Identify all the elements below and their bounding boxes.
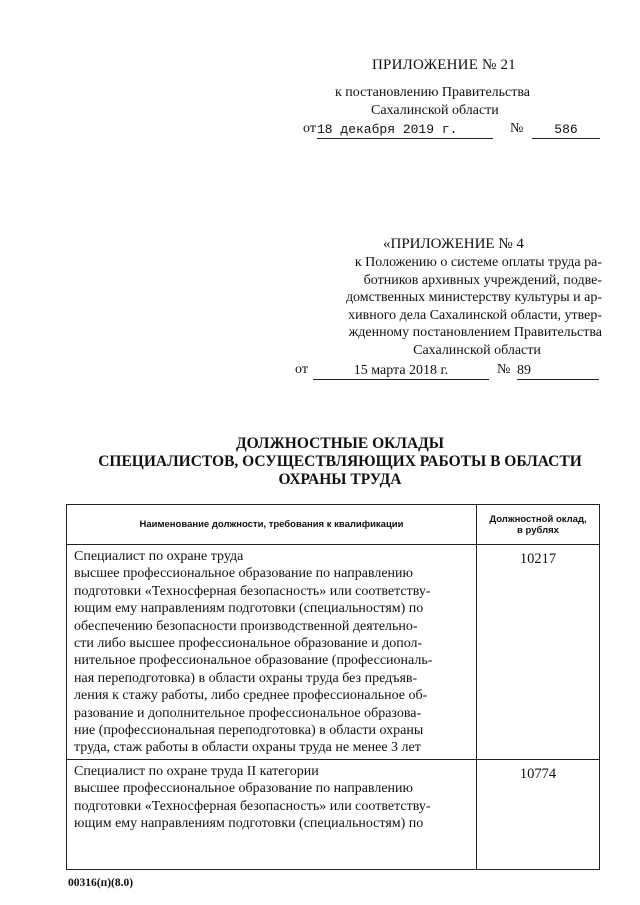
requirement-line: высшее профессиональное образование по направлению xyxy=(74,781,413,797)
requirement-line: ние (профессиональная переподготовка) в области охраны xyxy=(74,723,424,739)
title-line: СПЕЦИАЛИСТОВ, ОСУЩЕСТВЛЯЮЩИХ РАБОТЫ В ОБЛАСТИ xyxy=(98,453,582,470)
requirement-line: разование и дополнительное профессиональное образова- xyxy=(74,705,422,721)
salary-cell: 10774 xyxy=(477,759,600,869)
document-title xyxy=(60,435,620,489)
requirement-line: подготовки «Техносферная безопасность» или соответству- xyxy=(74,583,431,599)
requirement-line: труда, стаж работы в области охраны труда не менее 3 лет xyxy=(74,740,421,756)
requirement-line: ная переподготовка) в области охраны труда без предъяв- xyxy=(74,670,418,686)
basis-line: хивного дела Сахалинской области, утвер- xyxy=(348,307,602,323)
position-cell xyxy=(67,545,477,760)
appendix-21-no-label: № xyxy=(510,121,524,136)
position-name: Специалист по охране труда II категории xyxy=(74,763,319,779)
basis-line: жденному постановлением Правительства xyxy=(348,325,602,340)
requirement-line: высшее профессиональное образование по направлению xyxy=(74,566,413,582)
appendix-4-no-label: № xyxy=(497,362,511,377)
appendix-4-date: 15 марта 2018 г. xyxy=(313,362,489,380)
appendix-21-number: 586 xyxy=(532,121,600,139)
requirement-line: ления к стажу работы, либо среднее профессиональное об- xyxy=(74,688,428,704)
position-cell xyxy=(67,759,477,869)
header-salary-line: в рублях xyxy=(517,524,559,536)
table-row xyxy=(67,759,600,869)
appendix-4-basis xyxy=(312,254,602,359)
requirement-line: сти либо высшее профессиональное образование и допол- xyxy=(74,636,423,652)
requirement-line: обеспечению безопасности производственной деятельно- xyxy=(74,618,418,634)
basis-line: ботников архивных учреждений, подве- xyxy=(363,272,602,288)
requirement-line: ющим ему направлениям подготовки (специальностям) по xyxy=(74,816,424,832)
position-name: Специалист по охране труда xyxy=(74,549,244,564)
appendix-4-title: «ПРИЛОЖЕНИЕ № 4 xyxy=(383,236,524,252)
footer-code: 00316(п)(8.0) xyxy=(68,877,134,889)
appendix-21-region: Сахалинской области xyxy=(371,103,499,118)
basis-line: к Положению о системе оплаты труда ра- xyxy=(354,255,602,270)
appendix-21-date: 18 декабря 2019 г. xyxy=(317,121,493,139)
salary-cell: 10217 xyxy=(477,545,600,760)
appendix-21-title: ПРИЛОЖЕНИЕ № 21 xyxy=(372,57,516,73)
requirement-line: подготовки «Техносферная безопасность» или соответству- xyxy=(74,798,431,814)
title-line: ОХРАНЫ ТРУДА xyxy=(278,471,402,488)
appendix-21-from-label: от xyxy=(303,121,316,136)
basis-line: домственных министерству культуры и ар- xyxy=(345,290,602,305)
basis-line: Сахалинской области xyxy=(413,342,541,358)
table-row xyxy=(67,545,600,760)
title-line: ДОЛЖНОСТНЫЕ ОКЛАДЫ xyxy=(235,435,445,452)
appendix-4-from-label: от xyxy=(295,362,308,377)
header-salary xyxy=(477,505,600,545)
table-header-row xyxy=(67,505,600,545)
requirement-line: ющим ему направлениям подготовки (специальностям) по xyxy=(74,601,424,617)
header-salary-line: Должностной оклад, xyxy=(489,513,587,525)
appendix-21-resolution: к постановлению Правительства xyxy=(335,85,531,100)
appendix-4-number: 89 xyxy=(517,362,599,380)
requirement-line: нительное профессиональное образование (профессиональ- xyxy=(74,653,433,669)
header-position: Наименование должности, требования к квалификации xyxy=(67,505,477,545)
salary-table xyxy=(66,504,600,870)
